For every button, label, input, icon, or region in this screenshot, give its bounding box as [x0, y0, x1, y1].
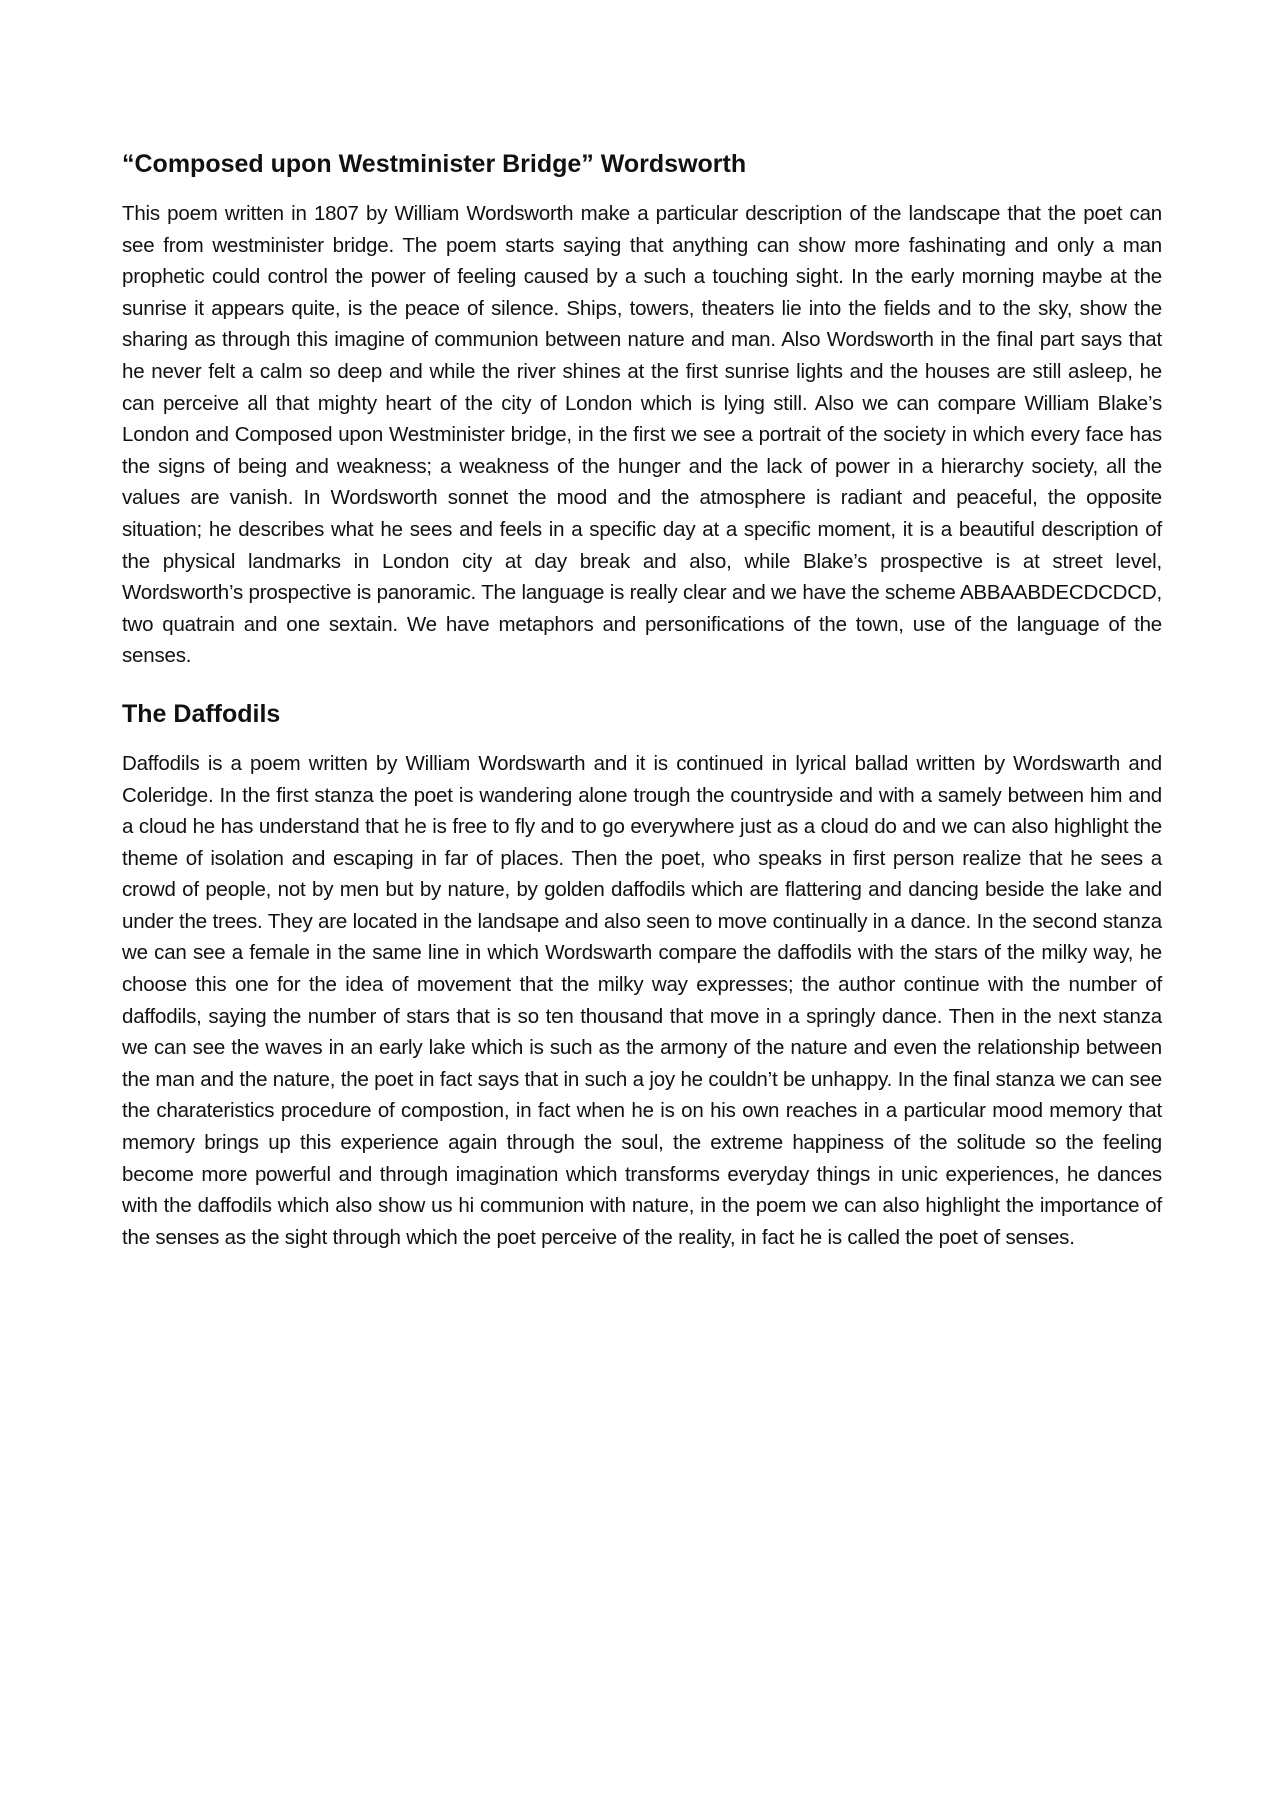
- paragraph-daffodils: Daffodils is a poem written by William Wordswarth and it is continued in lyrical ballad written by Wordswarth and Coleridge. In the first stanza the poet is wandering alone trough the countryside and with a samely between him and a cloud he has understand that he is free to fly and to go everywhere just as a cloud do and we can also highlight the theme of isolation and escaping in far of places. Then the poet, who speaks in first person realize that he sees a crowd of people, not by men but by nature, by golden daffodils which are flattering and dancing beside the lake and under the trees. They are located in the landsape and also seen to move continually in a dance. In the second stanza we can see a female in the same line in which Wordswarth compare the daffodils with the stars of the milky way, he choose this one for the idea of movement that the milky way expresses; the author continue with the number of daffodils, saying the number of stars that is so ten thousand that move in a springly dance. Then in the next stanza we can see the waves in an early lake which is such as the armony of the nature and even the relationship between the man and the nature, the poet in fact says that in such a joy he couldn’t be unhappy. In the final stanza we can see the charateristics procedure of compostion, in fact when he is on his own reaches in a particular mood memory that memory brings up this experience again through the soul, the extreme happiness of the solitude so the feeling become more powerful and through imagination which transforms everyday things in unic experiences, he dances with the daffodils which also show us hi communion with nature, in the poem we can also highlight the importance of the senses as the sight through which the poet perceive of the reality, in fact he is called the poet of senses.: [122, 751, 1162, 1249]
- document-page: [122, 148, 1162, 1273]
- section-heading-daffodils: The Daffodils: [122, 699, 281, 728]
- section-heading-westminster: “Composed upon Westminister Bridge” Wordsworth: [122, 150, 747, 178]
- paragraph-westminster: This poem written in 1807 by William Wordsworth make a particular description of the landscape that the poet can see from westminister bridge. The poem starts saying that anything can show more fashinating and only a man prophetic could control the power of feeling caused by a such a touching sight. In the early morning maybe at the sunrise it appears quite, is the peace of silence. Ships, towers, theaters lie into the fields and to the sky, show the sharing as through this imagine of communion between nature and man. Also Wordsworth in the final part says that he never felt a calm so deep and while the river shines at the first sunrise lights and the houses are still asleep, he can perceive all that mighty heart of the city of London which is lying still. Also we can compare William Blake’s London and Composed upon Westminister bridge, in the first we see a portrait of the society in which every face has the signs of being and weakness; a weakness of the hunger and the lack of power in a hierarchy society, all the values are vanish. In Wordsworth sonnet the mood and the atmosphere is radiant and peaceful, the opposite situation; he describes what he sees and feels in a specific day at a specific moment, it is a beautiful description of the physical landmarks in London city at day break and also, while Blake’s prospective is at street level, Wordsworth’s prospective is panoramic. The language is really clear and we have the scheme ABBAABDECDCDCD, two quatrain and one sextain. We have metaphors and personifications of the town, use of the language of the senses.: [122, 202, 1162, 668]
